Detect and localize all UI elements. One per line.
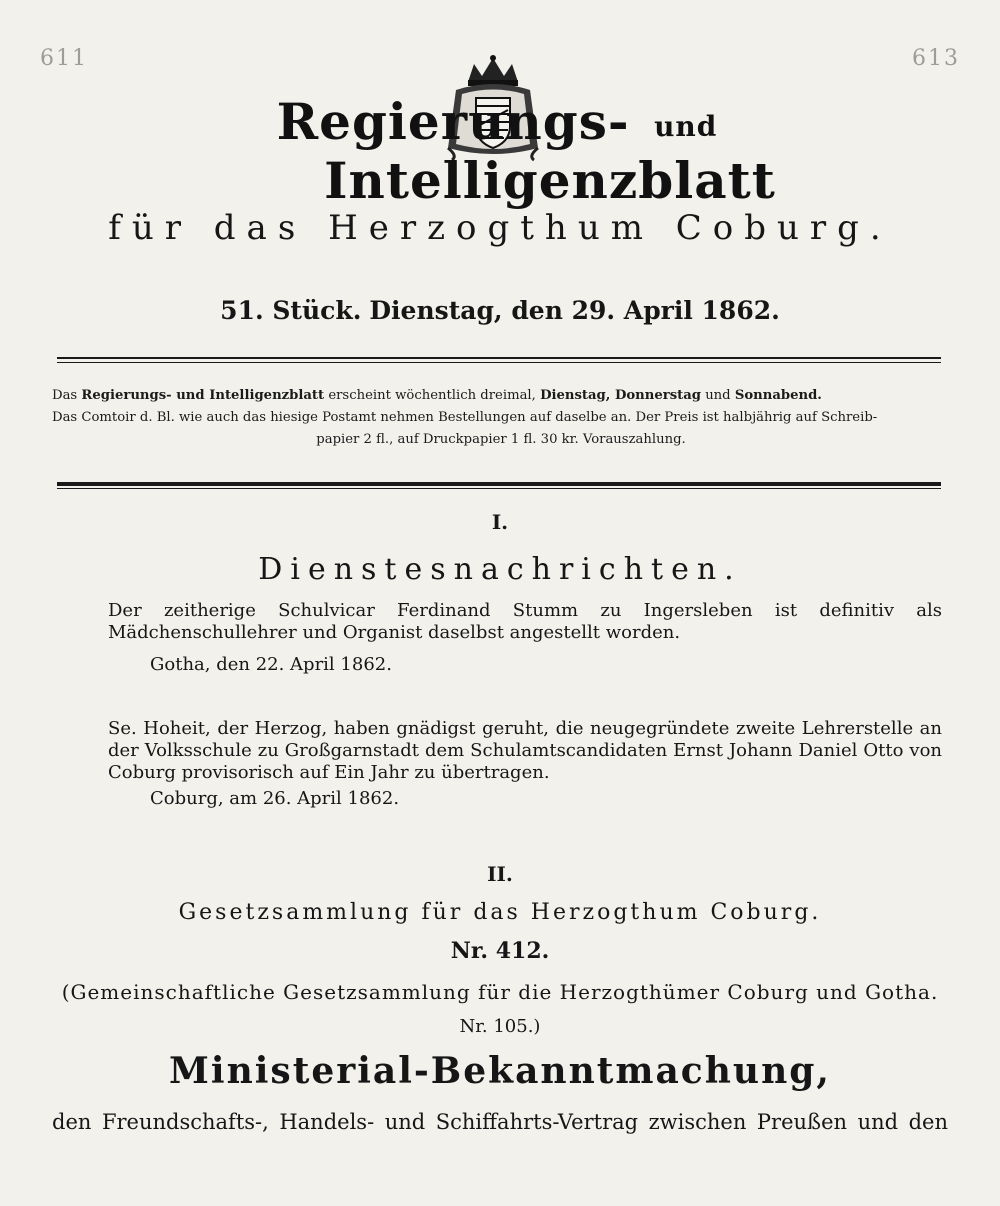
notice-rule-thick xyxy=(57,482,941,486)
section-1-title: Dienstesnachrichten. xyxy=(258,552,742,587)
issue-line xyxy=(40,296,960,325)
section-1-signature-1: Gotha, den 22. April 1862. xyxy=(150,654,392,675)
notice-rule-thin xyxy=(57,488,941,489)
section-1-number: I. xyxy=(491,510,509,534)
notice-text: Das xyxy=(52,388,78,403)
notice-line-1 xyxy=(52,385,950,407)
issue-number: 51. Stück. xyxy=(220,296,362,325)
header-rule-secondary xyxy=(57,362,941,363)
notice-bold-title: Regierungs- und Intelligenzblatt xyxy=(81,388,325,403)
law-number: Nr. 412. xyxy=(450,938,550,964)
notice-text: und xyxy=(705,388,731,403)
notice-bold-days: Dienstag, Donnerstag xyxy=(540,388,701,403)
notice-line-2: Das Comtoir d. Bl. wie auch das hiesige Postamt nehmen Bestellungen auf daselbe an. Der Preis ist halbjährig auf Schreib- xyxy=(52,410,878,425)
masthead-title-left: Regierungs- xyxy=(276,92,630,151)
issue-date: Dienstag, den 29. April 1862. xyxy=(369,296,780,325)
law-number-small: Nr. 105.) xyxy=(459,1016,541,1037)
subscription-notice xyxy=(52,385,950,451)
masthead-title-mid: und xyxy=(654,109,718,143)
section-1-paragraph-1 xyxy=(52,600,942,644)
notice-bold-day: Sonnabend. xyxy=(734,388,822,403)
masthead-title-right: Intelligenzblatt xyxy=(324,151,776,210)
notice-text: erscheint wöchentlich dreimal, xyxy=(328,388,536,403)
masthead-subtitle: für das Herzogthum Coburg. xyxy=(108,208,892,248)
ghost-page-number-right: 613 xyxy=(912,46,960,71)
ministerial-heading: Ministerial-Bekanntmachung, xyxy=(169,1050,831,1092)
section-2-first-line: den Freundschafts-, Handels- und Schiffahrts-Vertrag zwischen Preußen und den xyxy=(52,1110,948,1134)
paragraph-text: Der zeitherige Schulvicar Ferdinand Stumm zu Ingersleben ist definitiv als Mädchenschullehrer und Organist daselbst angestellt worden. xyxy=(108,600,942,643)
notice-line-3: papier 2 fl., auf Druckpapier 1 fl. 30 kr. Vorauszahlung. xyxy=(316,432,686,447)
ghost-page-number-left: 611 xyxy=(40,46,88,71)
section-1-paragraph-2 xyxy=(52,718,942,784)
header-rule xyxy=(57,357,941,359)
masthead-title xyxy=(40,92,960,210)
law-subtitle: (Gemeinschaftliche Gesetzsammlung für die Herzogthümer Coburg und Gotha. xyxy=(61,980,939,1004)
section-1-signature-2: Coburg, am 26. April 1862. xyxy=(150,788,400,809)
section-2-number: II. xyxy=(487,862,513,886)
section-2-title: Gesetzsammlung für das Herzogthum Coburg. xyxy=(178,900,822,925)
paragraph-text: Se. Hoheit, der Herzog, haben gnädigst geruht, die neugegründete zweite Lehrerstelle an der Volksschule zu Großgarnstadt dem Schulamtscandidaten Ernst Johann Daniel Otto von Coburg provisorisch auf Ein Jahr zu übertragen. xyxy=(108,718,942,783)
